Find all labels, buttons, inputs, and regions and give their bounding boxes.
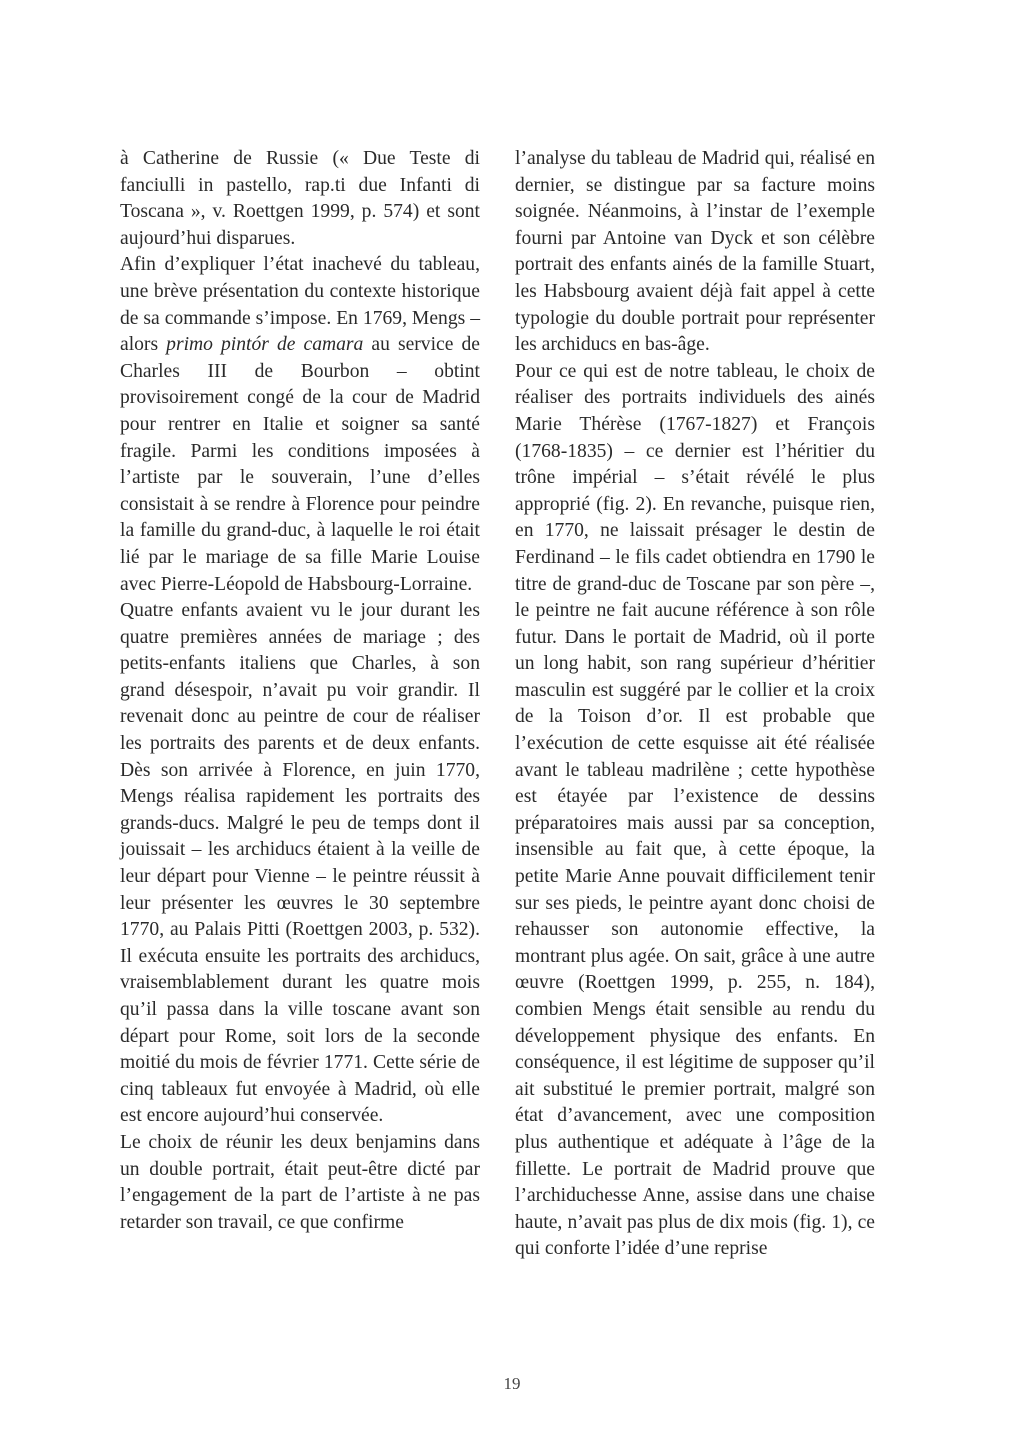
left-text-column xyxy=(120,146,480,1236)
paragraph: Quatre enfants avaient vu le jour durant les quatre premières années de mariage ; des petits-enfants italiens que Charles, à son grand désespoir, n’avait pu voir grandir. Il revenait donc au peintre de cour de réaliser les portraits des parents et de deux enfants. Dès son arrivée à Florence, en juin 1770, Mengs réalisa rapidement les portraits des grands-ducs. Malgré le peu de temps dont il jouissait – les archiducs étaient à la veille de leur départ pour Vienne – le peintre réussit à leur présenter les œuvres le 30 septembre 1770, au Palais Pitti (Roettgen 2003, p. 532). Il exécuta ensuite les portraits des archiducs, vraisemblablement durant les quatre mois qu’il passa dans la ville toscane avant son départ pour Rome, soit lors de la seconde moitié du mois de février 1771. Cette série de cinq tableaux fut envoyée à Madrid, où elle est encore aujourd’hui conservée. xyxy=(120,600,480,1127)
right-text-column xyxy=(515,146,875,1263)
paragraph: l’analyse du tableau de Madrid qui, réalisé en dernier, se distingue par sa facture moins soignée. Néanmoins, à l’instar de l’exemple fourni par Antoine van Dyck et son célèbre portrait des enfants ainés de la famille Stuart, les Habsbourg avaient déjà fait appel à cette typologie du double portrait pour représenter les archiducs en bas-âge. xyxy=(515,148,875,356)
paragraph-text: au service de Charles III de Bourbon – obtint provisoirement congé de la cour de Madrid pour rentrer en Italie et soigner sa santé fragile. Parmi les conditions imposées à l’artiste par le souverain, l’une d’elles consistait à se rendre à Florence pour peindre la famille du grand-duc, à laquelle le roi était lié par le mariage de sa fille Marie Louise avec Pierre-Léopold de Habsbourg-Lorraine. xyxy=(120,334,480,595)
paragraph-text: Afin d’expliquer l’état inachevé du tableau, une brève présentation du contexte historique de sa commande s’impose. En 1769, Mengs – alors xyxy=(120,254,480,356)
page-number: 19 xyxy=(503,1374,521,1393)
italic-title: primo pintór de camara xyxy=(166,334,364,356)
paragraph xyxy=(120,252,480,598)
paragraph: Pour ce qui est de notre tableau, le choix de réaliser des portraits individuels des ainés Marie Thérèse (1767-1827) et François (1768-1835) – ce dernier est l’héritier du trône impérial – s’était révélé le plus approprié (fig. 2). En revanche, puisque rien, en 1770, ne laissait présager le destin de Ferdinand – le fils cadet obtiendra en 1790 le titre de grand-duc de Toscane par son père –, le peintre ne fait aucune référence à son rôle futur. Dans le portait de Madrid, où il porte un long habit, son rang supérieur d’héritier masculin est suggéré par le collier et la croix de la Toison d’or. Il est probable que l’exécution de cette esquisse ait été réalisée avant le tableau madrilène ; cette hypothèse est étayée par l’existence de dessins préparatoires mais aussi par sa conception, insensible au fait que, à cette époque, la petite Marie Anne pouvait difficilement tenir sur ses pieds, le peintre ayant donc choisi de rehausser son autonomie effective, la montrant plus agée. On sait, grâce à une autre œuvre (Roettgen 1999, p. 255, n. 184), combien Mengs était sensible au rendu du développement physique des enfants. En conséquence, il est légitime de supposer qu’il ait substitué le premier portrait, malgré son état d’avancement, avec une composition plus authentique et adéquate à l’âge de la fillette. Le portrait de Madrid prouve que l’archiduchesse Anne, assise dans une chaise haute, n’avait pas plus de dix mois (fig. 1), ce qui conforte l’idée d’une reprise xyxy=(515,360,875,1260)
paragraph: à Catherine de Russie (« Due Teste di fanciulli in pastello, rap.ti due Infanti di Toscana », v. Roettgen 1999, p. 574) et sont aujourd’hui disparues. xyxy=(120,148,480,249)
paragraph: Le choix de réunir les deux benjamins dans un double portrait, était peut-être dicté par l’engagement de la part de l’artiste à ne pas retarder son travail, ce que confirme xyxy=(120,1131,480,1233)
